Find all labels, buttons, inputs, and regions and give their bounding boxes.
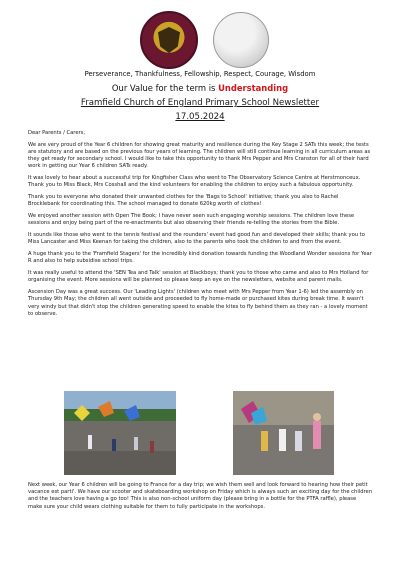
school-crest-logo xyxy=(140,11,198,69)
newsletter-date: 17.05.2024 xyxy=(175,112,225,122)
closing-section xyxy=(28,482,372,511)
photo-row xyxy=(0,391,400,475)
greeting: Dear Parents / Carers, xyxy=(28,130,85,136)
paragraph-ascension-day: Ascension Day was a great success. Our 'Leading Lights' (children who meet with Mrs Pepper from Year 1-6) led the assembly on Thursday 9th May; the children all went outside and proceeded to fly home-made or purchased kites during break time. It wasn't very windy but that didn't stop the children generating speed to enable the kites to fly behind them as they ran - a lovely moment to observe. xyxy=(28,289,368,317)
kites-photo-left xyxy=(64,391,176,475)
school-games-platinum-logo xyxy=(213,12,269,68)
children-kites-image xyxy=(233,391,334,475)
newsletter-body xyxy=(28,130,372,323)
header-logos xyxy=(0,11,400,73)
paragraph-tennis-rounders: It sounds like those who went to the tennis festival and the rounders' event had good fun and developed their skills; thank you to Miss Lancaster and Miss Keenan for taking the children, also to the parents who took the children to and from the event. xyxy=(28,232,365,246)
kites-playground-image xyxy=(64,391,176,475)
term-value: Understanding xyxy=(218,83,289,93)
paragraph-sen-tea-talk: It was really useful to attend the 'SEN Tea and Talk' session at Blackboys; thank you to those who came and also to Mrs Holland for organising the event. More sessions will be planned so please keep an eye on the newsletters, website and parent mails. xyxy=(28,270,369,284)
school-values: Perseverance, Thankfulness, Fellowship, Respect, Courage, Wisdom xyxy=(84,70,316,78)
paragraph-framfield-stagers: A huge thank you to the 'Framfield Stagers' for the incredibly kind donation towards funding the Woodland Wonder sessions for Year R and also to help subsidise school trips. xyxy=(28,251,372,265)
newsletter-title: Framfield Church of England Primary School Newsletter xyxy=(80,98,320,108)
paragraph-year6-france: Next week, our Year 6 children will be going to France for a day trip; we wish them well and look forward to hearing how their petit vacance est parti'. We have our scooter and skateboarding workshop on Friday which is always such an exciting day for the children and the teachers love having a go too! This is also non-school uniform day (please bring in a bottle for the PTFA raffle), please make sure your child wears clothing suitable for them to fully participate in the workshops. xyxy=(28,482,372,510)
crest-shield-icon xyxy=(158,27,180,53)
kites-photo-right xyxy=(233,391,334,475)
paragraph-open-the-book: We enjoyed another session with Open The Book; I have never seen such engaging worship sessions. The children love these sessions and enjoy being part of the re-enactments but also observing their friends re-telling the stories from the Bible. xyxy=(28,213,355,227)
paragraph-sats: We are very proud of the Year 6 children for showing great maturity and resilience during the Key Stage 2 SATs this week; the tests are statutory and are based on the previous four years of learning. The children will still continue learning in all curriculum areas as they get ready for secondary school. I would like to take this opportunity to thank Mrs Pepper and Mrs Cranston for all of their hard work in getting our Year 6 children SATs ready. xyxy=(28,141,371,170)
paragraph-kingfisher-trip: It was lovely to hear about a successful trip for Kingfisher Class who went to The Observatory Science Centre at Herstmonceux. Thank you to Miss Black, Mrs Cosshall and the kind volunteers for enabling the children to enjoy such a fabulous opportunity. xyxy=(28,175,361,189)
term-value-line xyxy=(0,83,400,93)
paragraph-bags-to-school: Thank you to everyone who donated their unwanted clothes for the 'Bags to School' initiative; thank you also to Rachel Brocklebank for coordinating this. The school managed to donate 620kg worth of clothes! xyxy=(28,194,339,208)
term-value-prefix: Our Value for the term is xyxy=(111,83,219,93)
